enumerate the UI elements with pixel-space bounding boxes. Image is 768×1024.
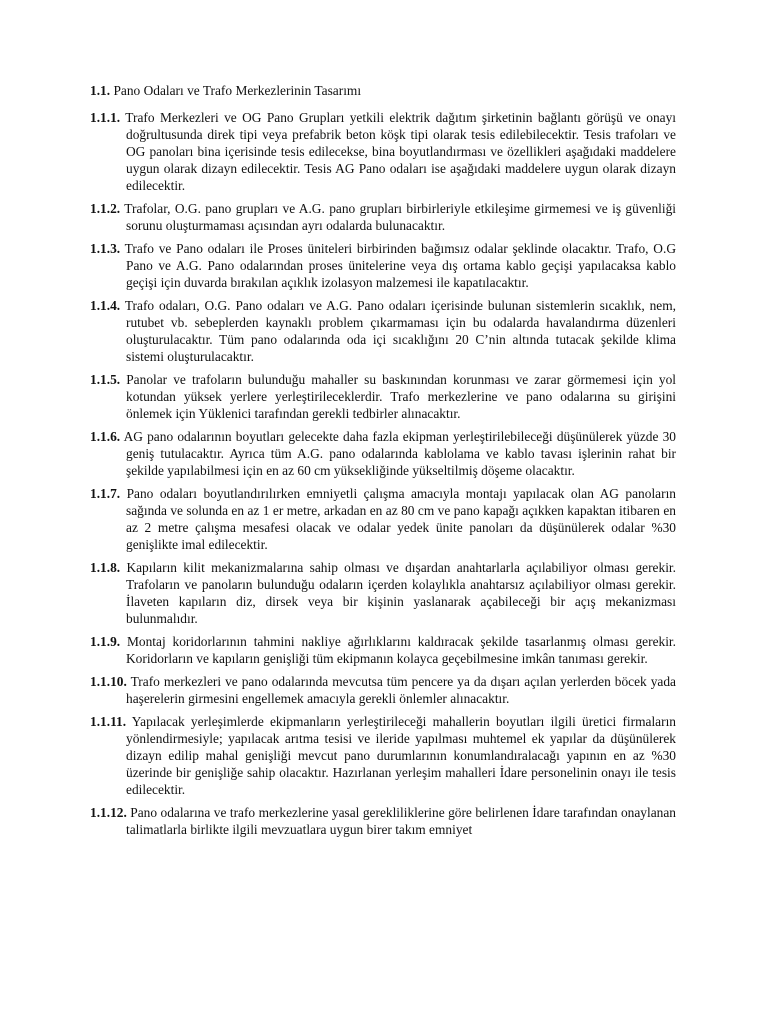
clause-text: Pano odaları boyutlandırılırken emniyetli çalışma amacıyla montajı yapılacak olan AG panoların sağında ve solunda en az 1 er metre, arkadan en az 80 cm ve pano kapağı açıkken kapaktan itibaren en az 2 metre çalışma mesafesi olacak ve odalar yedek ünite panoları da düşünülerek odalar %30 genişlikte imal edilecektir. [126,486,676,552]
section-title: Pano Odaları ve Trafo Merkezlerinin Tasarımı [113,83,362,98]
clause-number: 1.1.9. [90,634,121,649]
clause-text: Trafo odaları, O.G. Pano odaları ve A.G. Pano odaları içerisinde bulunan sistemlerin sıcaklık, nem, rutubet vb. sebeplerden kaynaklı problem çıkarmaması için bu odalarda havalandırma düzenleri oluşturulacaktır. Tüm pano odalarında oda içi sıcaklığını 20 C’nin altında tutacak şekilde klima sistemi oluşturulacaktır. [124,298,676,364]
clause-text: Montaj koridorlarının tahmini nakliye ağırlıklarını kaldıracak şekilde tasarlanmış olması gerekir. Koridorların ve kapıların genişliği tüm ekipmanın kolayca geçebilmesine imkân tanıması gerekir. [126,634,676,666]
clause-number: 1.1.4. [90,298,121,313]
clause-number: 1.1.3. [90,241,121,256]
clause-1-1-7 [90,485,676,553]
clause-text: Panolar ve trafoların bulunduğu mahaller su baskınından korunması ve zarar görmemesi için yol kotundan yüksek yerlere yerleştirileceklerdir. Trafo merkezlerine ve pano odalarına su girişini önlemek için Yüklenici tarafından gerekli tedbirler alınacaktır. [126,372,676,421]
clause-text: Trafo Merkezleri ve OG Pano Grupları yetkili elektrik dağıtım şirketinin bağlantı görüşü ve onayı doğrultusunda direk tipi veya prefabrik beton köşk tipi olarak tesis edilebilecektir. Tesis trafoları ve OG panoları bina içerisinde tesis edilecekse, bina boyutlandırması ve özellikleri aşağıdaki maddelere uygun olarak dizayn edilecektir. Tesis AG Pano odaları ise aşağıdaki maddelere uygun olarak dizayn edilecektir. [125,110,676,193]
clause-number: 1.1.8. [90,560,121,575]
clause-number: 1.1.10. [90,674,127,689]
clause-1-1-1 [90,109,676,194]
clause-number: 1.1.11. [90,714,127,729]
clause-1-1-2 [90,200,676,234]
clause-number: 1.1.6. [90,429,121,444]
clause-number: 1.1.7. [90,486,121,501]
clause-text: Trafo ve Pano odaları ile Proses üniteleri birbirinden bağımsız odalar şeklinde olacaktır. Trafo, O.G Pano ve A.G. Pano odalarından proses ünitelerine veya dış ortama kablo geçişi yapılacaksa kablo geçişi için duvarda bırakılan açıklık izolasyon malzemesi ile kapatılacaktır. [124,241,676,290]
clause-text: Pano odalarına ve trafo merkezlerine yasal gerekliliklerine göre belirlenen İdare tarafından onaylanan talimatlarla birlikte ilgili mevzuatlara uygun birer takım emniyet [126,805,676,837]
clause-1-1-4 [90,297,676,365]
document-page [90,82,676,844]
clause-1-1-6 [90,428,676,479]
clause-number: 1.1.12. [90,805,127,820]
section-heading [90,82,676,99]
section-number: 1.1. [90,83,111,98]
clause-1-1-9 [90,633,676,667]
clause-1-1-12 [90,804,676,838]
clause-1-1-3 [90,240,676,291]
clause-number: 1.1.2. [90,201,121,216]
clause-1-1-5 [90,371,676,422]
clause-text: Kapıların kilit mekanizmalarına sahip olması ve dışardan anahtarlarla açılabiliyor olması gerekir. Trafoların ve panoların bulunduğu odaların içerden kolaylıkla anahtarsız açılabiliyor olması gerekir. İlaveten kapıların diz, dirsek veya bir kişinin yaslanarak açabileceği bir açış mekanizması bulunmalıdır. [126,560,676,626]
clause-text: Yapılacak yerleşimlerde ekipmanların yerleştirileceği mahallerin boyutları ilgili üretici firmaların yönlendirmesiyle; yapılacak arıtma tesisi ve ileride yapılması muhtemel ek yapılar da düşünülerek dizayn edilip mahal genişliği mevcut pano durumlarının konumlandıralacağı yapının en az %30 üzerinde bir genişliğe sahip olacaktır. Hazırlanan yerleşim mahalleri İdare personelinin onayı ile tesis edilecektir. [126,714,676,797]
clause-number: 1.1.5. [90,372,121,387]
clause-text: Trafolar, O.G. pano grupları ve A.G. pano grupları birbirleriyle etkileşime girmemesi ve iş güvenliği sorunu oluşturmaması açısından ayrı odalarda bulunacaktır. [124,201,677,233]
clause-1-1-11 [90,713,676,798]
clause-1-1-8 [90,559,676,627]
clause-number: 1.1.1. [90,110,121,125]
clause-text: AG pano odalarının boyutları gelecekte daha fazla ekipman yerleştirilebileceği düşünülerek yüzde 30 geniş tutulacaktır. Ayrıca tüm A.G. pano odalarında kablolama ve kablo tavası işlerinin rahat bir şekilde yapılabilmesi için en az 60 cm yüksekliğinde yükseltilmiş döşeme olacaktır. [123,429,676,478]
clause-text: Trafo merkezleri ve pano odalarında mevcutsa tüm pencere ya da dışarı açılan yerlerden böcek yada haşerelerin girmesini engellemek amacıyla gerekli önlemler alınacaktır. [126,674,676,706]
clause-1-1-10 [90,673,676,707]
